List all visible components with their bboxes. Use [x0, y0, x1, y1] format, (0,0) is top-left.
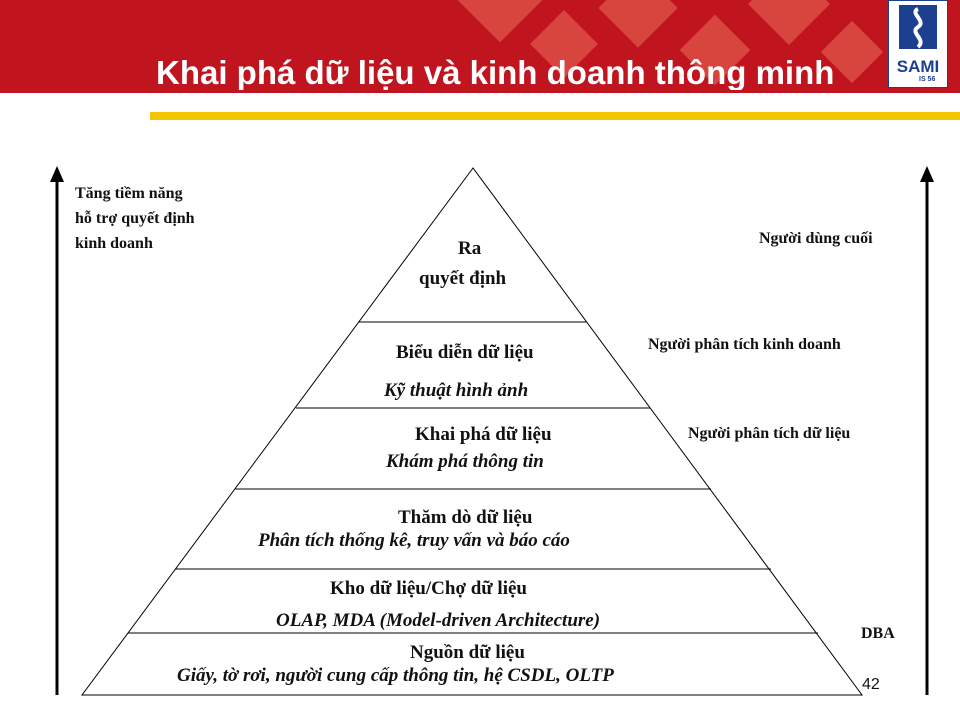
role-data-analyst: Người phân tích dữ liệu — [688, 425, 851, 442]
axis-label-line-2: hỗ trợ quyết định — [75, 210, 195, 227]
level-4-subtitle: Phân tích thống kê, truy vấn và báo cáo — [258, 530, 570, 551]
level-1-title: Ra — [458, 238, 482, 259]
level-2-subtitle: Kỹ thuật hình ảnh — [384, 380, 529, 401]
left-arrow-head-icon — [50, 166, 64, 182]
right-arrow-head-icon — [920, 166, 934, 182]
level-5-subtitle: OLAP, MDA (Model-driven Architecture) — [276, 610, 601, 631]
level-3-title: Khai phá dữ liệu — [415, 424, 552, 445]
role-dba: DBA — [861, 625, 895, 642]
level-1-title-2: quyết định — [419, 268, 507, 289]
level-6-title: Nguồn dữ liệu — [410, 642, 525, 663]
level-3-subtitle: Khám phá thông tin — [386, 451, 544, 472]
level-6-subtitle: Giấy, tờ rơi, người cung cấp thông tin, hệ CSDL, OLTP — [177, 665, 614, 686]
axis-label-line-3: kinh doanh — [75, 235, 153, 252]
level-2-title: Biểu diễn dữ liệu — [396, 342, 534, 363]
slide-title: Khai phá dữ liệu và kinh doanh thông minh — [156, 54, 835, 90]
level-4-title: Thăm dò dữ liệu — [398, 507, 533, 528]
page-number: 42 — [862, 676, 880, 693]
axis-label-line-1: Tăng tiềm năng — [75, 185, 183, 202]
role-end-user: Người dùng cuối — [759, 230, 873, 247]
level-5-title: Kho dữ liệu/Chợ dữ liệu — [330, 578, 527, 599]
role-business-analyst: Người phân tích kinh doanh — [648, 336, 841, 353]
logo-subtext: IS 56 — [919, 76, 936, 83]
logo-text: SAMI — [896, 57, 940, 76]
